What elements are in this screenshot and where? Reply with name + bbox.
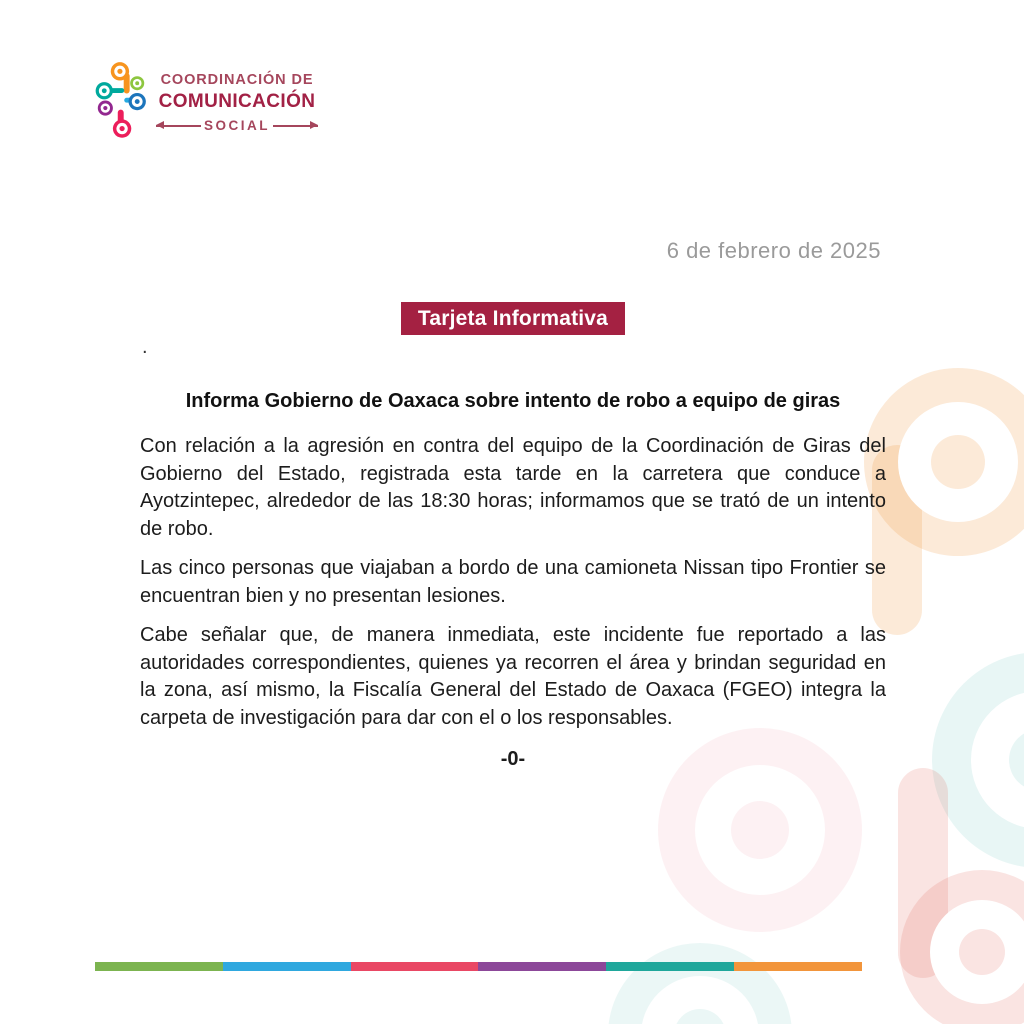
paragraph-3: Cabe señalar que, de manera inmediata, este incidente fue reportado a las autoridades correspondientes, quienes ya recorren el área y brindan seguridad en la zona, así mismo, la Fiscalía General del Estado de Oaxaca (FGEO) integra la carpeta de investigación para dar con el o los responsables. <box>140 624 886 729</box>
right-arrow-icon <box>273 125 318 127</box>
logo-line-2: COMUNICACIÓN <box>158 91 316 112</box>
logo-line-3-row <box>156 118 318 133</box>
stripe-segment <box>478 962 606 971</box>
paragraph-1: Con relación a la agresión en contra del equipo de la Coordinación de Giras del Gobierno del Estado, registrada esta tarde en la carretera que conduce a Ayotzintepec, alrededor de las 18:30 horas; informamos que se trató de un intento de robo. <box>140 435 886 540</box>
stripe-segment <box>734 962 862 971</box>
watermark-red-b <box>898 768 1024 1024</box>
document-date: 6 de febrero de 2025 <box>666 238 881 263</box>
emblem-blue-rings <box>124 93 146 110</box>
emblem-pink-six <box>113 110 131 138</box>
logo-line-3: SOCIAL <box>204 118 271 133</box>
watermark-orange-nine <box>864 368 1024 635</box>
ccs-emblem-icon <box>95 60 147 141</box>
tarjeta-informativa-banner: Tarjeta Informativa <box>401 302 625 335</box>
stray-period: . <box>142 336 148 358</box>
watermark-teal-rings-bottom <box>608 943 792 1024</box>
left-arrow-icon <box>156 125 201 127</box>
document-body <box>140 388 886 771</box>
watermark-teal-rings <box>932 652 1024 868</box>
stripe-segment <box>606 962 734 971</box>
document-title: Informa Gobierno de Oaxaca sobre intento de robo a equipo de giras <box>185 390 841 412</box>
logo-line-1: COORDINACIÓN DE <box>160 72 314 88</box>
emblem-green-rings <box>130 76 144 90</box>
stripe-segment <box>351 962 479 971</box>
stripe-segment <box>223 962 351 971</box>
ccs-logo-text <box>156 72 318 141</box>
ccs-logo <box>95 60 318 141</box>
paragraph-2: Las cinco personas que viajaban a bordo de una camioneta Nissan tipo Frontier se encuentran bien y no presentan lesiones. <box>140 557 886 607</box>
emblem-purple-rings <box>98 101 113 116</box>
stripe-segment <box>95 962 223 971</box>
footer-stripe <box>95 962 862 971</box>
emblem-teal-rings <box>96 82 125 99</box>
end-mark: -0- <box>500 748 526 770</box>
